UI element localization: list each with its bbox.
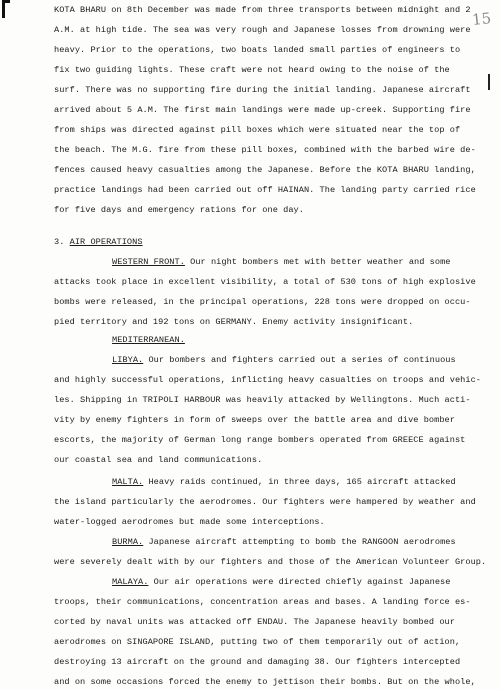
burma-heading: BURMA. bbox=[112, 537, 144, 547]
intro-line: heavy. Prior to the operations, two boats landed small parties of engineers to bbox=[54, 45, 461, 55]
western-front-heading: WESTERN FRONT. bbox=[112, 257, 185, 267]
libya-line: and highly successful operations, inflicting heavy casualties on troops and vehic- bbox=[54, 375, 481, 385]
malaya-line: and on some occasions forced the enemy to jettison their bombs. But on the whole, bbox=[54, 677, 476, 687]
intro-line: A.M. at high tide. The sea was very rough and Japanese losses from drowning were bbox=[54, 25, 471, 35]
page-number: 15 bbox=[471, 9, 492, 29]
malaya-line: aerodromes on SINGAPORE ISLAND, putting two of them temporarily out of action, bbox=[54, 637, 461, 647]
mediterranean-line bbox=[112, 334, 412, 346]
intro-line: the beach. The M.G. fire from these pill boxes, combined with the barbed wire de- bbox=[54, 145, 476, 155]
western-front-line: attacks took place in excellent visibility, a total of 530 tons of high explosive bbox=[54, 277, 476, 287]
libya-line: vity by enemy fighters in form of sweeps over the battle area and dive bomber bbox=[54, 415, 455, 425]
western-front-text: Our night bombers met with better weather and some bbox=[190, 257, 451, 267]
intro-line: arrived about 5 A.M. The first main landings were made up-creek. Supporting fire bbox=[54, 105, 471, 115]
intro-line: for five days and emergency rations for one day. bbox=[54, 205, 304, 215]
section-title: AIR OPERATIONS bbox=[69, 237, 143, 247]
intro-line: fences caused heavy casualties among the Japanese. Before the KOTA BHARU landing, bbox=[54, 165, 476, 175]
intro-line: fix two guiding lights. These craft were not heard owing to the noise of the bbox=[54, 65, 450, 75]
western-front-line: bombs were released, in the principal operations, 228 tons were dropped on occu- bbox=[54, 297, 471, 307]
libya-line: our coastal sea and land communications. bbox=[54, 455, 263, 465]
burma-first-line bbox=[112, 536, 482, 548]
section-number: 3. bbox=[54, 237, 65, 247]
intro-line: surf. There was no supporting fire during the initial landing. Japanese aircraft bbox=[54, 85, 471, 95]
mediterranean-heading: MEDITERRANEAN. bbox=[112, 335, 185, 345]
malta-line: the island particularly the aerodromes. Our fighters were hampered by weather and bbox=[54, 497, 476, 507]
malaya-heading: MALAYA. bbox=[112, 577, 149, 587]
intro-line: practice landings had been carried out off HAINAN. The landing party carried rice bbox=[54, 185, 476, 195]
libya-text: Our bombers and fighters carried out a series of continuous bbox=[148, 355, 456, 365]
libya-first-line bbox=[112, 354, 482, 366]
malaya-text: Our air operations were directed chiefly against Japanese bbox=[153, 577, 451, 587]
malaya-line: troops, their communications, concentration areas and bases. A landing force es- bbox=[54, 597, 471, 607]
libya-line: escorts, the majority of German long range bombers operated from GREECE against bbox=[54, 435, 466, 445]
malaya-line: destroying 13 aircraft on the ground and damaging 38. Our fighters intercepted bbox=[54, 657, 461, 667]
intro-line: KOTA BHARU on 8th December was made from three transports between midnight and 2 bbox=[54, 5, 471, 15]
margin-mark bbox=[488, 74, 490, 90]
burma-line: were severely dealt with by our fighters and those of the American Volunteer Group. bbox=[54, 557, 487, 567]
malta-line: water-logged aerodromes but made some interceptions. bbox=[54, 517, 325, 527]
western-front-first-line bbox=[112, 256, 482, 268]
burma-text: Japanese aircraft attempting to bomb the RANGOON aerodromes bbox=[148, 537, 456, 547]
malta-text: Heavy raids continued, in three days, 165 aircraft attacked bbox=[148, 477, 456, 487]
malaya-first-line bbox=[112, 576, 482, 588]
malta-heading: MALTA. bbox=[112, 477, 144, 487]
malaya-line: corted by naval units was attacked off ENDAU. The Japanese heavily bombed our bbox=[54, 617, 455, 627]
intro-line: from ships was directed against pill boxes which were situated near the top of bbox=[54, 125, 461, 135]
section-heading bbox=[54, 236, 474, 248]
libya-heading: LIBYA. bbox=[112, 355, 144, 365]
malta-first-line bbox=[112, 476, 482, 488]
western-front-line: pied territory and 192 tons on GERMANY. Enemy activity insignificant. bbox=[54, 317, 414, 327]
corner-mark bbox=[2, 0, 5, 18]
libya-line: les. Shipping in TRIPOLI HARBOUR was heavily attacked by Wellingtons. Much acti- bbox=[54, 395, 471, 405]
